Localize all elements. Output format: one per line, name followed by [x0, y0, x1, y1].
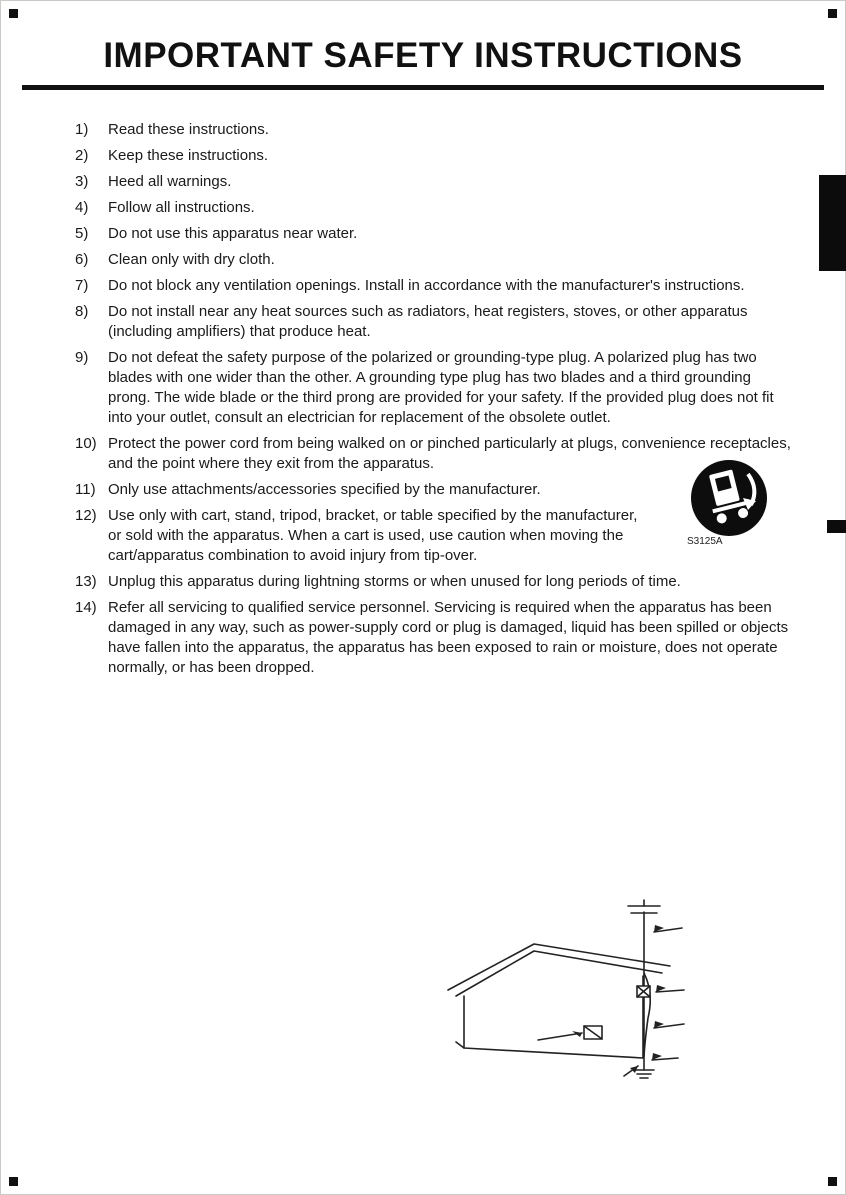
instruction-number: 2): [75, 147, 89, 164]
instruction-number: 12): [75, 507, 97, 524]
instruction-item: [75, 120, 794, 140]
edge-index-mark: [827, 520, 846, 533]
instruction-number: 7): [75, 277, 89, 294]
instruction-number: 10): [75, 435, 97, 452]
instruction-item: [75, 302, 794, 342]
instruction-item: [75, 172, 794, 192]
instruction-text: Clean only with dry cloth.: [108, 251, 275, 268]
instruction-text: Unplug this apparatus during lightning storms or when unused for long periods of time.: [108, 573, 681, 590]
instruction-text: Keep these instructions.: [108, 147, 269, 164]
instruction-item: [75, 572, 794, 592]
instruction-number: 3): [75, 173, 89, 190]
instruction-text: Do not defeat the safety purpose of the polarized or grounding-type plug. A polarized plug has two blades with one wider than the other. A grounding type plug has two blades and a third grounding prong. The wide blade or the third prong are provided for your safety. If the provided plug does not fit into your outlet, consult an electrician for replacement of the obsolete outlet.: [108, 349, 774, 426]
cart-tipover-warning-icon: [686, 458, 780, 547]
instruction-text: Protect the power cord from being walked on or pinched particularly at plugs, convenience receptacles, and the point where they exit from the apparatus.: [108, 435, 791, 472]
scan-corner-mark: [9, 9, 18, 18]
instruction-item: [75, 598, 794, 678]
instruction-item: [75, 224, 794, 244]
section-edge-tab: [819, 175, 846, 271]
instruction-item: [75, 146, 794, 166]
instruction-text: Heed all warnings.: [108, 173, 232, 190]
instruction-number: 6): [75, 251, 89, 268]
title-underline: [22, 85, 824, 90]
page-title: IMPORTANT SAFETY INSTRUCTIONS: [103, 36, 743, 75]
instruction-text: Use only with cart, stand, tripod, bracket, or table specified by the manufacturer, or sold with the apparatus. When a cart is used, use caution when moving the cart/apparatus combination to avoid injury from tip-over.: [108, 507, 638, 564]
antenna-grounding-diagram: [438, 898, 700, 1083]
instruction-number: 8): [75, 303, 89, 320]
scan-corner-mark: [828, 9, 837, 18]
instruction-number: 9): [75, 349, 89, 366]
instruction-item: [75, 348, 794, 428]
instruction-text: Follow all instructions.: [108, 199, 255, 216]
cart-icon-code: S3125A: [687, 536, 723, 547]
instructions-list: [75, 120, 794, 678]
instruction-text: Do not use this apparatus near water.: [108, 225, 358, 242]
instruction-text: Refer all servicing to qualified service personnel. Servicing is required when the apparatus has been damaged in any way, such as power-supply cord or plug is damaged, liquid has been spilled or objects have fallen into the apparatus, the apparatus has been exposed to rain or moisture, does not operate normally, or has been dropped.: [108, 599, 789, 676]
instruction-item: [75, 276, 794, 296]
instruction-text: Read these instructions.: [108, 121, 269, 138]
instruction-number: 11): [75, 481, 96, 498]
instruction-text: Only use attachments/accessories specified by the manufacturer.: [108, 481, 541, 498]
cart-tipover-icon: [686, 458, 772, 542]
instruction-item: [75, 198, 794, 218]
instruction-item: [75, 250, 794, 270]
instruction-number: 4): [75, 199, 89, 216]
house-antenna-drawing: [438, 898, 700, 1083]
scan-corner-mark: [9, 1177, 18, 1186]
instruction-number: 14): [75, 599, 97, 616]
instruction-number: 5): [75, 225, 89, 242]
instruction-text: Do not install near any heat sources such as radiators, heat registers, stoves, or other apparatus (including amplifiers) that produce heat.: [108, 303, 748, 340]
scan-corner-mark: [828, 1177, 837, 1186]
instruction-text: Do not block any ventilation openings. Install in accordance with the manufacturer's instructions.: [108, 277, 745, 294]
instruction-number: 13): [75, 573, 97, 590]
instruction-number: 1): [75, 121, 89, 138]
